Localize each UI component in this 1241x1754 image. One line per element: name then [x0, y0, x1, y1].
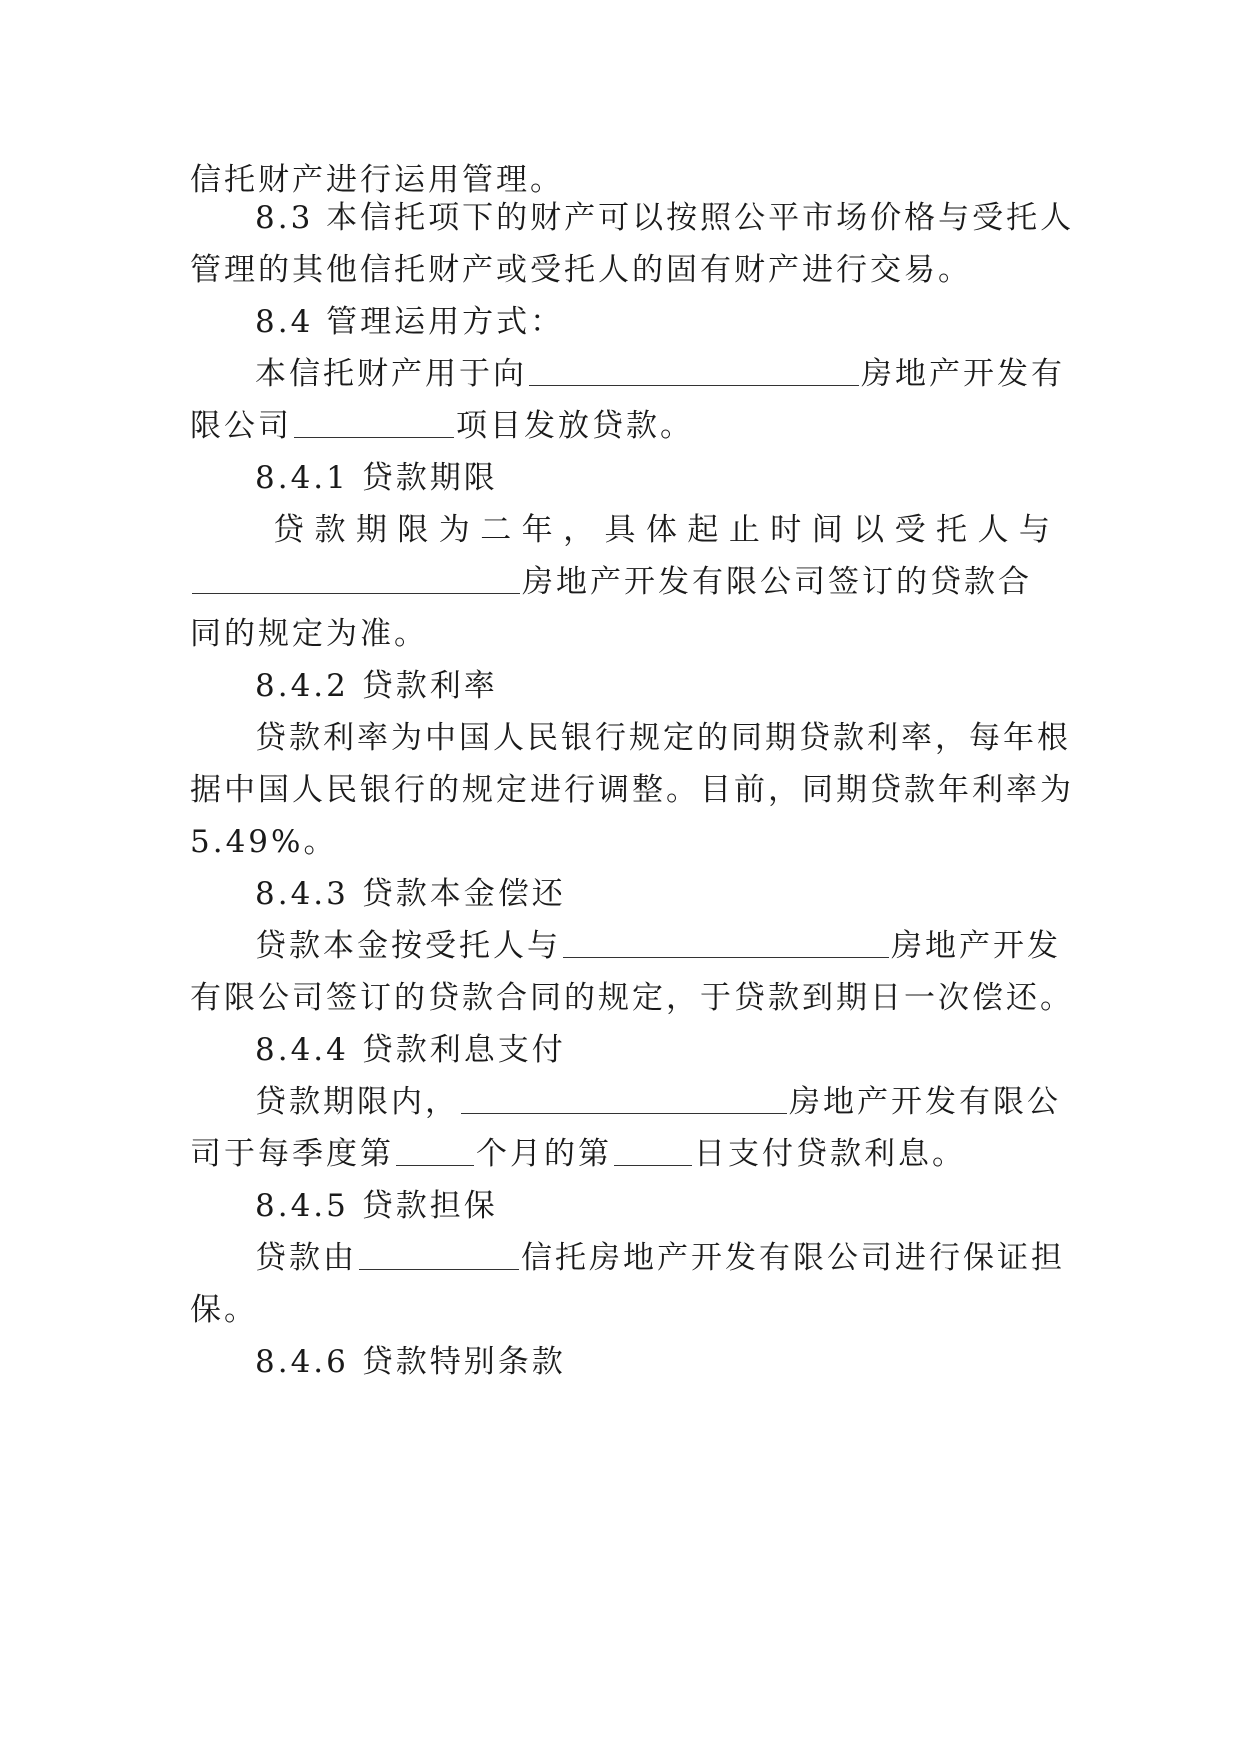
interest-text-a: 贷款期限内，	[255, 1084, 459, 1120]
interest-text-e: 日支付贷款利息。	[694, 1136, 966, 1172]
principal-text-b: 房地产开发	[891, 928, 1061, 964]
principal-line-1	[255, 922, 1061, 970]
usage-text-b: 房地产开发有	[861, 356, 1065, 392]
term-char: 贷	[273, 512, 304, 548]
term-char: 托	[936, 512, 967, 548]
term-char: 二	[480, 512, 512, 548]
rate-line-1: 贷款利率为中国人民银行规定的同期贷款利率，每年根	[255, 720, 1071, 756]
term-char: 间	[811, 512, 843, 548]
term-char: 具	[604, 512, 636, 548]
interest-text-d: 个月的第	[476, 1136, 612, 1172]
term-char: 人	[977, 512, 1009, 548]
term-text-b: 房地产开发有限公司签订的贷款合	[522, 564, 1032, 600]
clause-8-3-line-2: 管理的其他信托财产或受托人的固有财产进行交易。	[190, 252, 972, 288]
term-char: ，	[563, 512, 595, 548]
term-char: 止	[728, 512, 760, 548]
clause-8-3-line-1: 8.3 本信托项下的财产可以按照公平市场价格与受托人	[255, 200, 1075, 236]
blank-field-guarantor[interactable]	[359, 1239, 519, 1270]
blank-field-company[interactable]	[192, 563, 520, 594]
blank-field-month[interactable]	[396, 1135, 474, 1166]
guarantee-text-b: 信托房地产开发有限公司进行保证担	[521, 1240, 1065, 1276]
clause-8-4-3-heading: 8.4.3 贷款本金偿还	[255, 876, 566, 912]
guarantee-text-a: 贷款由	[255, 1240, 357, 1276]
paragraph-line: 信托财产进行运用管理。	[190, 162, 564, 198]
clause-8-4-heading: 8.4 管理运用方式：	[255, 304, 565, 340]
interest-line-2	[190, 1130, 1050, 1178]
term-char: 款	[314, 512, 346, 548]
clause-8-4-5-heading: 8.4.5 贷款担保	[255, 1188, 498, 1224]
clause-8-4-2-heading: 8.4.2 贷款利率	[255, 668, 498, 704]
term-char: 与	[1018, 512, 1050, 548]
term-line-2	[190, 558, 1050, 606]
usage-line-2	[190, 402, 1050, 450]
guarantee-line-1	[255, 1234, 1065, 1282]
rate-line-3: 5.49%。	[190, 824, 338, 860]
clause-8-4-6-heading: 8.4.6 贷款特别条款	[255, 1344, 566, 1380]
blank-field-company[interactable]	[461, 1083, 787, 1114]
blank-field-day[interactable]	[614, 1135, 692, 1166]
usage-line-1	[255, 350, 1065, 398]
term-char: 体	[645, 512, 677, 548]
term-char: 为	[438, 512, 470, 548]
usage-text-a: 本信托财产用于向	[255, 356, 527, 392]
interest-line-1	[255, 1078, 1061, 1126]
clause-8-4-1-heading: 8.4.1 贷款期限	[255, 460, 498, 496]
principal-text-a: 贷款本金按受托人与	[255, 928, 561, 964]
term-char: 起	[687, 512, 719, 548]
interest-text-c: 司于每季度第	[190, 1136, 394, 1172]
term-char: 受	[894, 512, 926, 548]
interest-text-b: 房地产开发有限公	[789, 1084, 1061, 1120]
blank-field-company[interactable]	[563, 927, 889, 958]
term-char: 时	[770, 512, 802, 548]
usage-text-d: 项目发放贷款。	[456, 408, 694, 444]
usage-text-c: 限公司	[190, 408, 292, 444]
term-char: 年	[521, 512, 553, 548]
rate-line-2: 据中国人民银行的规定进行调整。目前，同期贷款年利率为	[190, 772, 1074, 808]
term-char: 以	[853, 512, 885, 548]
blank-field-project[interactable]	[294, 407, 454, 438]
blank-field-company[interactable]	[529, 355, 859, 386]
term-line-3: 同的规定为准。	[190, 616, 428, 652]
term-char: 限	[397, 512, 429, 548]
principal-line-2: 有限公司签订的贷款合同的规定，于贷款到期日一次偿还。	[190, 980, 1074, 1016]
clause-8-4-4-heading: 8.4.4 贷款利息支付	[255, 1032, 566, 1068]
term-line-1	[273, 506, 1050, 554]
term-char: 期	[355, 512, 387, 548]
guarantee-line-2: 保。	[190, 1292, 258, 1328]
